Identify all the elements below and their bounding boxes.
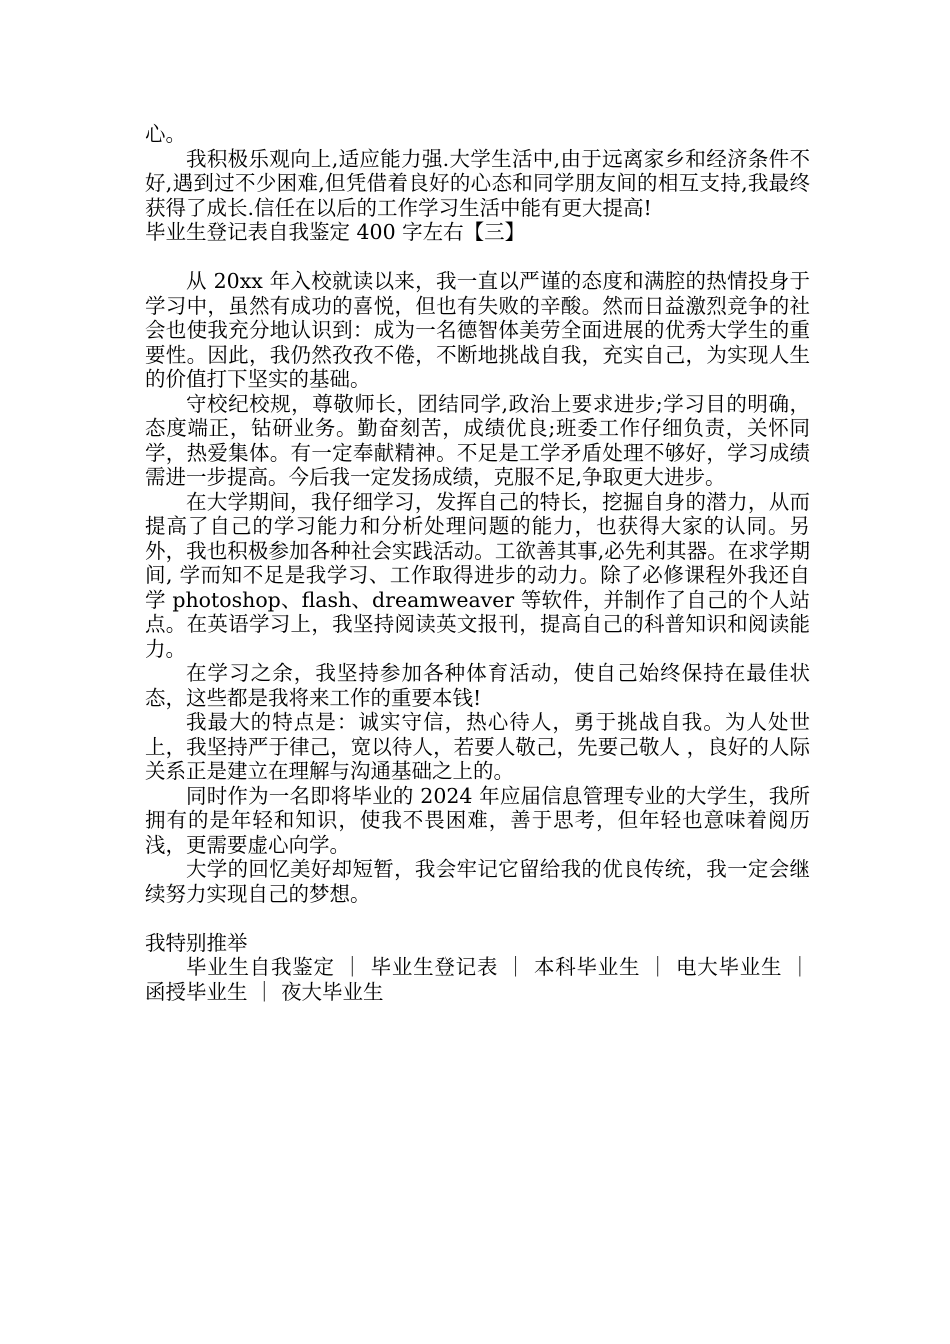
paragraph-5: 我最大的特点是：诚实守信，热心待人，勇于挑战自我。为人处世上，我坚持严于律己，宽以待人，若要人敬己，先要己敬人 ，良好的人际关系正是建立在理解与沟通基础之上的。 <box>145 710 810 783</box>
link-separator: ｜ <box>342 955 364 979</box>
paragraph-1: 从 20xx 年入校就读以来，我一直以严谨的态度和满腔的热情投身于学习中，虽然有成功的喜悦，但也有失败的辛酸。然而日益激烈竞争的社会也使我充分地认识到：成为一名德智体美劳全面进展的优秀大学生的重要性。因此，我仍然孜孜不倦，不断地挑战自我，充实自己，为实现人生的价值打下坚实的基础。 <box>145 269 810 391</box>
link-separator: ｜ <box>505 955 527 979</box>
link-separator: ｜ <box>789 955 811 979</box>
paragraph-4: 在学习之余，我坚持参加各种体育活动，使自己始终保持在最佳状态，这些都是我将来工作的重要本钱! <box>145 661 810 710</box>
recommend-links <box>145 955 810 1004</box>
blank-line <box>145 245 810 270</box>
blank-line <box>145 906 810 931</box>
link-separator: ｜ <box>647 955 669 979</box>
section-heading: 毕业生登记表自我鉴定 400 字左右【三】 <box>145 220 526 244</box>
recommend-link-registration-form[interactable]: 毕业生登记表 <box>370 955 499 979</box>
document-body <box>145 122 810 1004</box>
recommend-link-undergraduate[interactable]: 本科毕业生 <box>533 955 641 979</box>
continued-text-line: 心。 <box>145 122 186 146</box>
link-separator: ｜ <box>254 979 275 1004</box>
paragraph-optimism: 我积极乐观向上,适应能力强.大学生活中,由于远离家乡和经济条件不好,遇到过不少困难,但凭借着良好的心态和同学朋友间的相互支持,我最终获得了成长.信任在以后的工作学习生活中能有更大提高! <box>145 146 810 220</box>
recommend-link-tv-university-graduate[interactable]: 电大毕业生 <box>676 955 783 979</box>
paragraph-2: 守校纪校规，尊敬师长，团结同学,政治上要求进步;学习目的明确，态度端正，钻研业务。勤奋刻苦，成绩优良;班委工作仔细负责，关怀同学，热爱集体。有一定奉献精神。不足是工学矛盾处理不够好，学习成绩需进一步提高。今后我一定发扬成绩，克服不足,争取更大进步。 <box>145 391 810 489</box>
paragraph-3: 在大学期间，我仔细学习，发挥自己的特长，挖掘自身的潜力，从而提高了自己的学习能力和分析处理问题的能力，也获得大家的认同。另外，我也积极参加各种社会实践活动。工欲善其事,必先利其器。在求学期间, 学而知不足是我学习、工作取得进步的动力。除了必修课程外我还自学 photoshop、flash、dreamweaver 等软件，并制作了自己的个人站点。在英语学习上，我坚持阅读英文报刊，提高自己的科普知识和阅读能力。 <box>145 489 810 661</box>
paragraph-7: 大学的回忆美好却短暂，我会牢记它留给我的优良传统，我一定会继续努力实现自己的梦想。 <box>145 857 810 906</box>
recommend-title: 我特别推举 <box>145 930 248 955</box>
recommend-link-correspondence-graduate[interactable]: 函授毕业生 <box>145 979 248 1004</box>
recommend-link-evening-college-graduate[interactable]: 夜大毕业生 <box>281 979 384 1004</box>
recommend-link-self-appraisal[interactable]: 毕业生自我鉴定 <box>186 955 335 979</box>
paragraph-6: 同时作为一名即将毕业的 2024 年应届信息管理专业的大学生，我所拥有的是年轻和知识，使我不畏困难，善于思考，但年轻也意味着阅历浅，更需要虚心向学。 <box>145 783 810 857</box>
